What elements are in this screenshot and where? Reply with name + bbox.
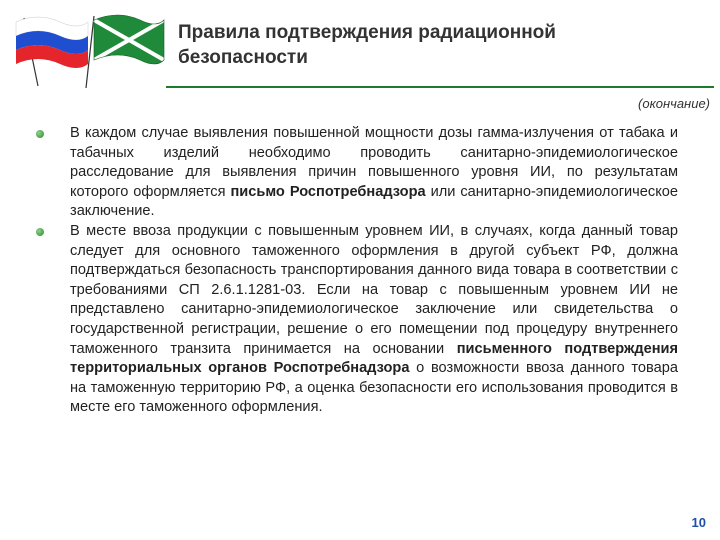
- bullet-text: В каждом случае выявления повышенной мощности дозы гамма-излучения от табака и табачных изделий необходимо проводить санитарно-эпидемиологическое расследование для выявления причин повышенного уровня ИИ, по результатам которого оформляется: [70, 125, 678, 200]
- bullet-item: [36, 124, 678, 222]
- customs-flag-icon: [86, 15, 164, 88]
- bullet-text: или санитарно-эпидемиологическое заключение.: [70, 183, 678, 220]
- flags-logo: [8, 8, 168, 88]
- russia-flag-icon: [16, 17, 88, 86]
- bullet-text: В месте ввоза продукции с повышенным уровнем ИИ, в случаях, когда данный товар следует для основного таможенного оформления в другой субъект РФ, должна подтверждаться безопасность транспортирования данного вида товара в соответствии с требованиями СП 2.6.1.1281-03. Если на товар с повышенным уровнем ИИ не представлено санитарно-эпидемиологическое заключение или свидетельства о государственной регистрации, решение о его помещении под процедуру внутреннего таможенного транзита принимается на основании: [70, 222, 678, 357]
- title-line-1: Правила подтверждения радиационной: [178, 22, 556, 43]
- bullet-text: о возможности ввоза данного товара на таможенную территорию РФ, а оценка безопасности его использования проводится в месте его таможенного оформления.: [70, 360, 678, 416]
- page-number: 10: [691, 515, 706, 530]
- bullet-text-bold: письмо Роспотребнадзора: [230, 183, 426, 200]
- bullet-list: [36, 124, 678, 418]
- bullet-item: [36, 222, 678, 418]
- bullet-text-bold: письменного подтверждения территориальных органов Роспотребнадзора: [70, 340, 678, 377]
- bullet-dot-icon: [36, 130, 44, 138]
- subtitle: (окончание): [638, 96, 710, 111]
- content: [36, 124, 678, 418]
- page-title: [178, 20, 698, 70]
- bullet-dot-icon: [36, 228, 44, 236]
- title-line-2: безопасности: [178, 47, 308, 68]
- title-box: [166, 6, 714, 88]
